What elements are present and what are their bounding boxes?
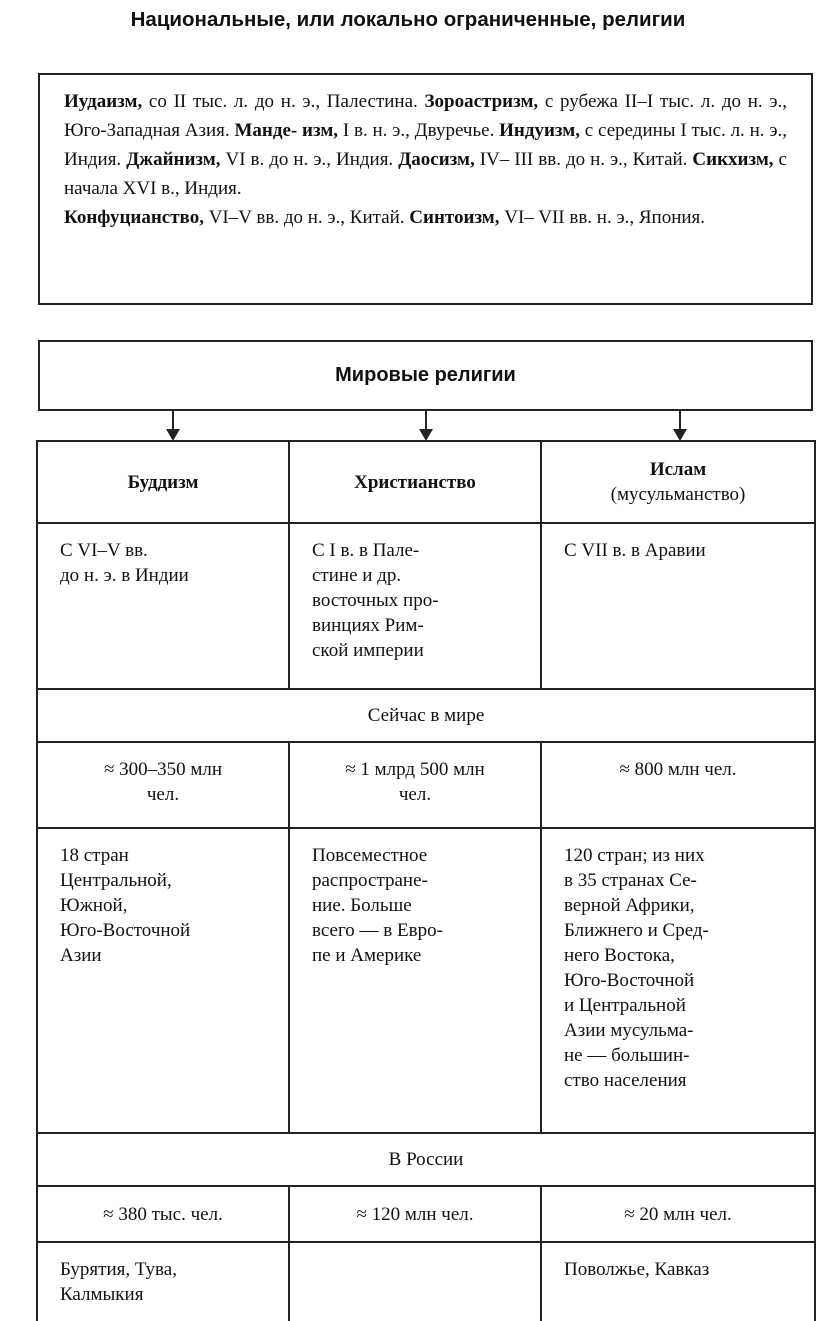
religion-name: Джайнизм, [126, 149, 221, 170]
cell-line: него Востока, [564, 945, 675, 966]
cell-line: чел. [146, 784, 180, 805]
cell-line: Азии [60, 945, 102, 966]
cell-line: С VI–V вв. [60, 540, 148, 561]
religion-name: Зороастризм, [424, 91, 539, 112]
cell-line: всего — в Евро- [312, 920, 443, 941]
origin-row [37, 523, 815, 689]
russia-regions-christianity [289, 1242, 541, 1321]
cell-line: ской империи [312, 640, 424, 661]
cell-line: Южной, [60, 895, 128, 916]
cell-line: винциях Рим- [312, 615, 424, 636]
religion-name: Индуизм, [499, 120, 580, 141]
cell-line: Ближнего и Сред- [564, 920, 709, 941]
world-count-row [37, 742, 815, 828]
cell-line: ство населения [564, 1070, 687, 1091]
religion-name: Даосизм, [398, 149, 475, 170]
world-regions-buddhism [37, 828, 289, 1133]
russia-regions-buddhism [37, 1242, 289, 1321]
section-row-world [37, 689, 815, 742]
cell-line: ≈ 300–350 млн [103, 759, 223, 780]
world-regions-row [37, 828, 815, 1133]
russia-count-buddhism: ≈ 380 тыс. чел. [37, 1186, 289, 1242]
world-count-islam [541, 742, 815, 828]
cell-line: С I в. в Пале- [312, 540, 420, 561]
world-regions-christianity [289, 828, 541, 1133]
arrow-down-icon [166, 411, 180, 441]
cell-line: не — большин- [564, 1045, 690, 1066]
cell-line: пе и Америке [312, 945, 422, 966]
world-count-christianity [289, 742, 541, 828]
cell-line: Центральной, [60, 870, 172, 891]
russia-regions-islam [541, 1242, 815, 1321]
cell-line: в 35 странах Се- [564, 870, 697, 891]
cell-line: Повсеместное [312, 845, 428, 866]
cell-line: Юго-Восточной [60, 920, 191, 941]
national-paragraph-2 [64, 203, 787, 232]
cell-line: Азии мусульма- [564, 1020, 694, 1041]
cell-line: Калмыкия [60, 1284, 144, 1305]
national-paragraph-1 [64, 87, 787, 203]
religion-desc: VI в. до н. э., Индия. [220, 149, 399, 170]
cell-line: и Центральной [564, 995, 686, 1016]
religion-name: Конфуцианство, [64, 207, 204, 228]
cell-line: восточных про- [312, 590, 439, 611]
islam-subtitle: (мусульманство) [610, 484, 746, 505]
section-row-russia [37, 1133, 815, 1186]
cell-line: распростране- [312, 870, 428, 891]
cell-line: ние. Больше [312, 895, 412, 916]
header-row [37, 441, 815, 523]
cell-line: Бурятия, Тува, [60, 1259, 177, 1280]
religion-desc: с начала XVI в., Индия. [64, 149, 787, 199]
russia-regions-row [37, 1242, 815, 1321]
russia-count-islam: ≈ 20 млн чел. [541, 1186, 815, 1242]
religion-name: Сикхизм, [692, 149, 774, 170]
religion-name: Иудаизм, [64, 91, 143, 112]
world-count-buddhism [37, 742, 289, 828]
russia-count-christianity: ≈ 120 млн чел. [289, 1186, 541, 1242]
religion-desc: VI– VII вв. н. э., Япония. [499, 207, 706, 228]
arrow-down-icon [419, 411, 433, 441]
world-religions-heading: Мировые религии [38, 340, 813, 411]
world-regions-islam [541, 828, 815, 1133]
national-religions-box [38, 73, 813, 305]
religion-desc: со II тыс. л. до н. э., Палестина. [142, 91, 425, 112]
religion-name: Синтоизм, [409, 207, 500, 228]
arrow-down-icon [673, 411, 687, 441]
world-religions-table [36, 440, 816, 1321]
origin-buddhism [37, 523, 289, 689]
cell-line: верной Африки, [564, 895, 695, 916]
cell-line: 18 стран [60, 845, 129, 866]
cell-line: ≈ 1 млрд 500 млн [345, 759, 485, 780]
cell-line: чел. [398, 784, 432, 805]
cell-line: ≈ 800 млн чел. [619, 759, 737, 780]
russia-count-row [37, 1186, 815, 1242]
column-header-christianity: Христианство [289, 441, 541, 523]
religion-name: Манде- изм, [234, 120, 339, 141]
section-label-world: Сейчас в мире [37, 689, 815, 742]
origin-islam [541, 523, 815, 689]
cell-line: до н. э. в Индии [60, 565, 189, 586]
page-title: Национальные, или локально ограниченные, религии [130, 8, 686, 31]
religion-desc: с середины I тыс. л. н. э., Индия. [64, 120, 787, 170]
cell-line: Юго-Восточной [564, 970, 695, 991]
religion-desc: с рубежа II–I тыс. л. до н. э., Юго-Западная Азия. [64, 91, 788, 141]
cell-line: Поволжье, Кавказ [564, 1259, 710, 1280]
religion-desc: I в. н. э., Двуречье. [338, 120, 500, 141]
column-header-buddhism: Буддизм [37, 441, 289, 523]
section-label-russia: В России [37, 1133, 815, 1186]
islam-name: Ислам [649, 459, 707, 480]
cell-line: стине и др. [312, 565, 402, 586]
religion-desc: IV– III вв. до н. э., Китай. [474, 149, 693, 170]
cell-line: 120 стран; из них [564, 845, 705, 866]
origin-christianity [289, 523, 541, 689]
religion-desc: VI–V вв. до н. э., Китай. [203, 207, 410, 228]
column-header-islam [541, 441, 815, 523]
cell-line: С VII в. в Аравии [564, 540, 706, 561]
